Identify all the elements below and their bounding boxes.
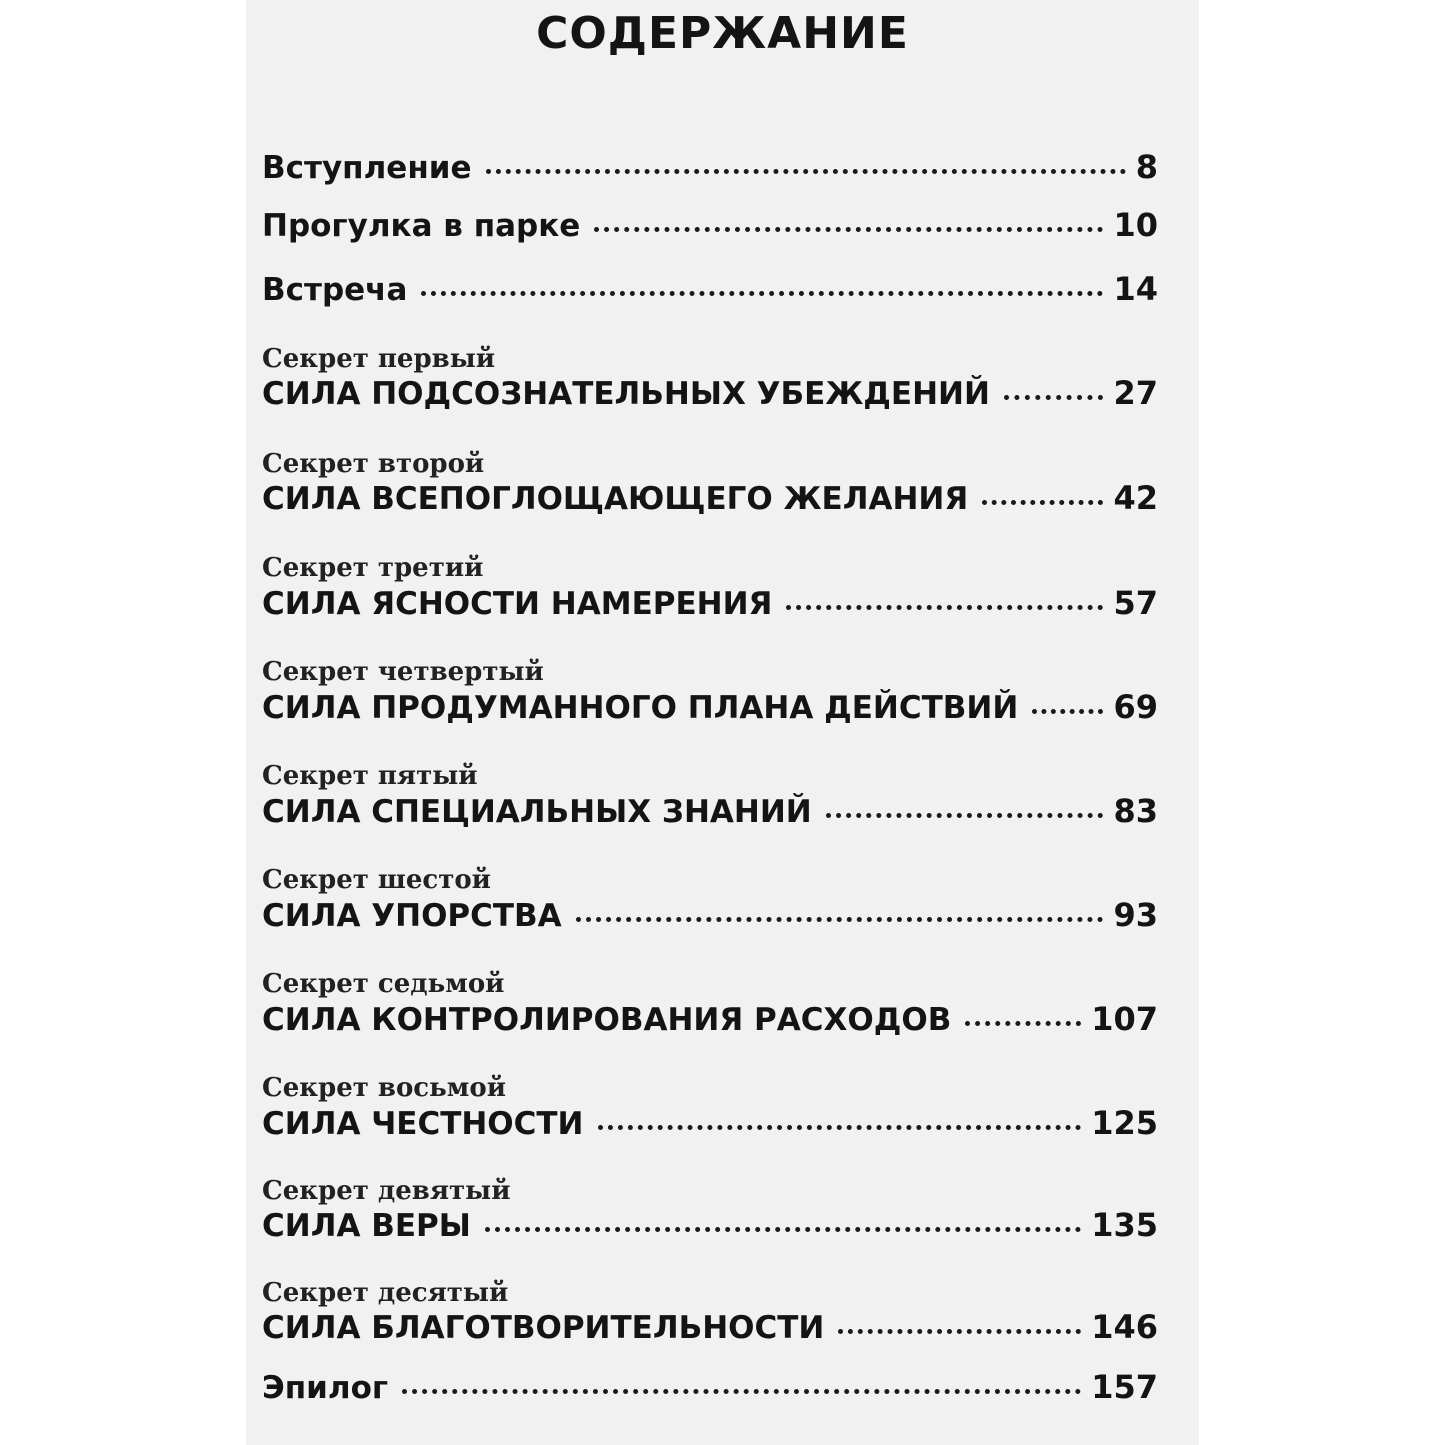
toc-entry-label: Вступление [262,150,472,186]
toc-secret-kicker: Секрет первый [262,344,496,374]
toc-entry-label: СИЛА ЯСНОСТИ НАМЕРЕНИЯ [262,586,773,622]
toc-page-number: 125 [1091,1104,1158,1142]
toc-secret-kicker: Секрет шестой [262,865,491,895]
toc-entry-secret-8[interactable] [262,1104,1158,1142]
toc-page-number: 135 [1091,1206,1158,1244]
toc-page-number: 83 [1113,792,1158,830]
dot-leader [1004,395,1104,400]
toc-page-number: 146 [1091,1308,1158,1346]
toc-entry-label: СИЛА УПОРСТВА [262,898,562,934]
dot-leader [594,227,1103,232]
dot-leader [598,1125,1082,1130]
book-page [246,0,1199,1445]
toc-secret-kicker: Секрет восьмой [262,1073,506,1103]
toc-page-number: 8 [1135,148,1158,186]
dot-leader [421,291,1103,296]
toc-secret-kicker: Секрет третий [262,553,484,583]
dot-leader [965,1021,1081,1026]
toc-entry-walk[interactable] [262,206,1158,244]
dot-leader [576,917,1104,922]
toc-entry-label: Эпилог [262,1370,389,1406]
dot-leader [485,1227,1081,1232]
dot-leader [826,813,1104,818]
toc-secret-kicker: Секрет десятый [262,1278,509,1308]
toc-entry-label: Встреча [262,272,408,308]
toc-secret-kicker: Секрет второй [262,449,485,479]
dot-leader [982,500,1103,505]
toc-entry-secret-1[interactable] [262,374,1158,412]
page-title: СОДЕРЖАНИЕ [536,8,909,59]
toc-secret-kicker: Секрет девятый [262,1176,511,1206]
toc-entry-intro[interactable] [262,148,1158,186]
toc-entry-label: СИЛА СПЕЦИАЛЬНЫХ ЗНАНИЙ [262,794,812,830]
toc-entry-secret-6[interactable] [262,896,1158,934]
toc-entry-secret-2[interactable] [262,479,1158,517]
toc-page-number: 69 [1113,688,1158,726]
toc-entry-meeting[interactable] [262,270,1158,308]
toc-page-number: 42 [1113,479,1158,517]
toc-page-number: 10 [1113,206,1158,244]
toc-entry-label: СИЛА ПРОДУМАННОГО ПЛАНА ДЕЙСТВИЙ [262,690,1019,726]
toc-page-number: 107 [1091,1000,1158,1038]
toc-entry-label: СИЛА ПОДСОЗНАТЕЛЬНЫХ УБЕЖДЕНИЙ [262,376,990,412]
toc-entry-label: СИЛА КОНТРОЛИРОВАНИЯ РАСХОДОВ [262,1002,952,1038]
page-gutter [246,0,262,1445]
toc-page-number: 93 [1113,896,1158,934]
toc-entry-secret-5[interactable] [262,792,1158,830]
dot-leader [1032,709,1103,714]
toc-entry-epilogue[interactable] [262,1368,1158,1406]
dot-leader [486,169,1126,174]
toc-page-number: 14 [1113,270,1158,308]
toc-entry-secret-4[interactable] [262,688,1158,726]
toc-entry-secret-9[interactable] [262,1206,1158,1244]
toc-secret-kicker: Секрет пятый [262,761,478,791]
toc-entry-secret-7[interactable] [262,1000,1158,1038]
dot-leader [786,605,1103,610]
toc-secret-kicker: Секрет седьмой [262,969,505,999]
toc-page-number: 157 [1091,1368,1158,1406]
toc-secret-kicker: Секрет четвертый [262,657,544,687]
toc-entry-secret-10[interactable] [262,1308,1158,1346]
dot-leader [402,1389,1081,1394]
toc-entry-label: СИЛА ВСЕПОГЛОЩАЮЩЕГО ЖЕЛАНИЯ [262,481,969,517]
toc-entry-label: СИЛА БЛАГОТВОРИТЕЛЬНОСТИ [262,1310,825,1346]
toc-page-number: 27 [1113,374,1158,412]
toc-entry-secret-3[interactable] [262,584,1158,622]
toc-entry-label: СИЛА ЧЕСТНОСТИ [262,1106,584,1142]
dot-leader [838,1329,1081,1334]
toc-entry-label: СИЛА ВЕРЫ [262,1208,471,1244]
toc-page-number: 57 [1113,584,1158,622]
toc-entry-label: Прогулка в парке [262,208,581,244]
